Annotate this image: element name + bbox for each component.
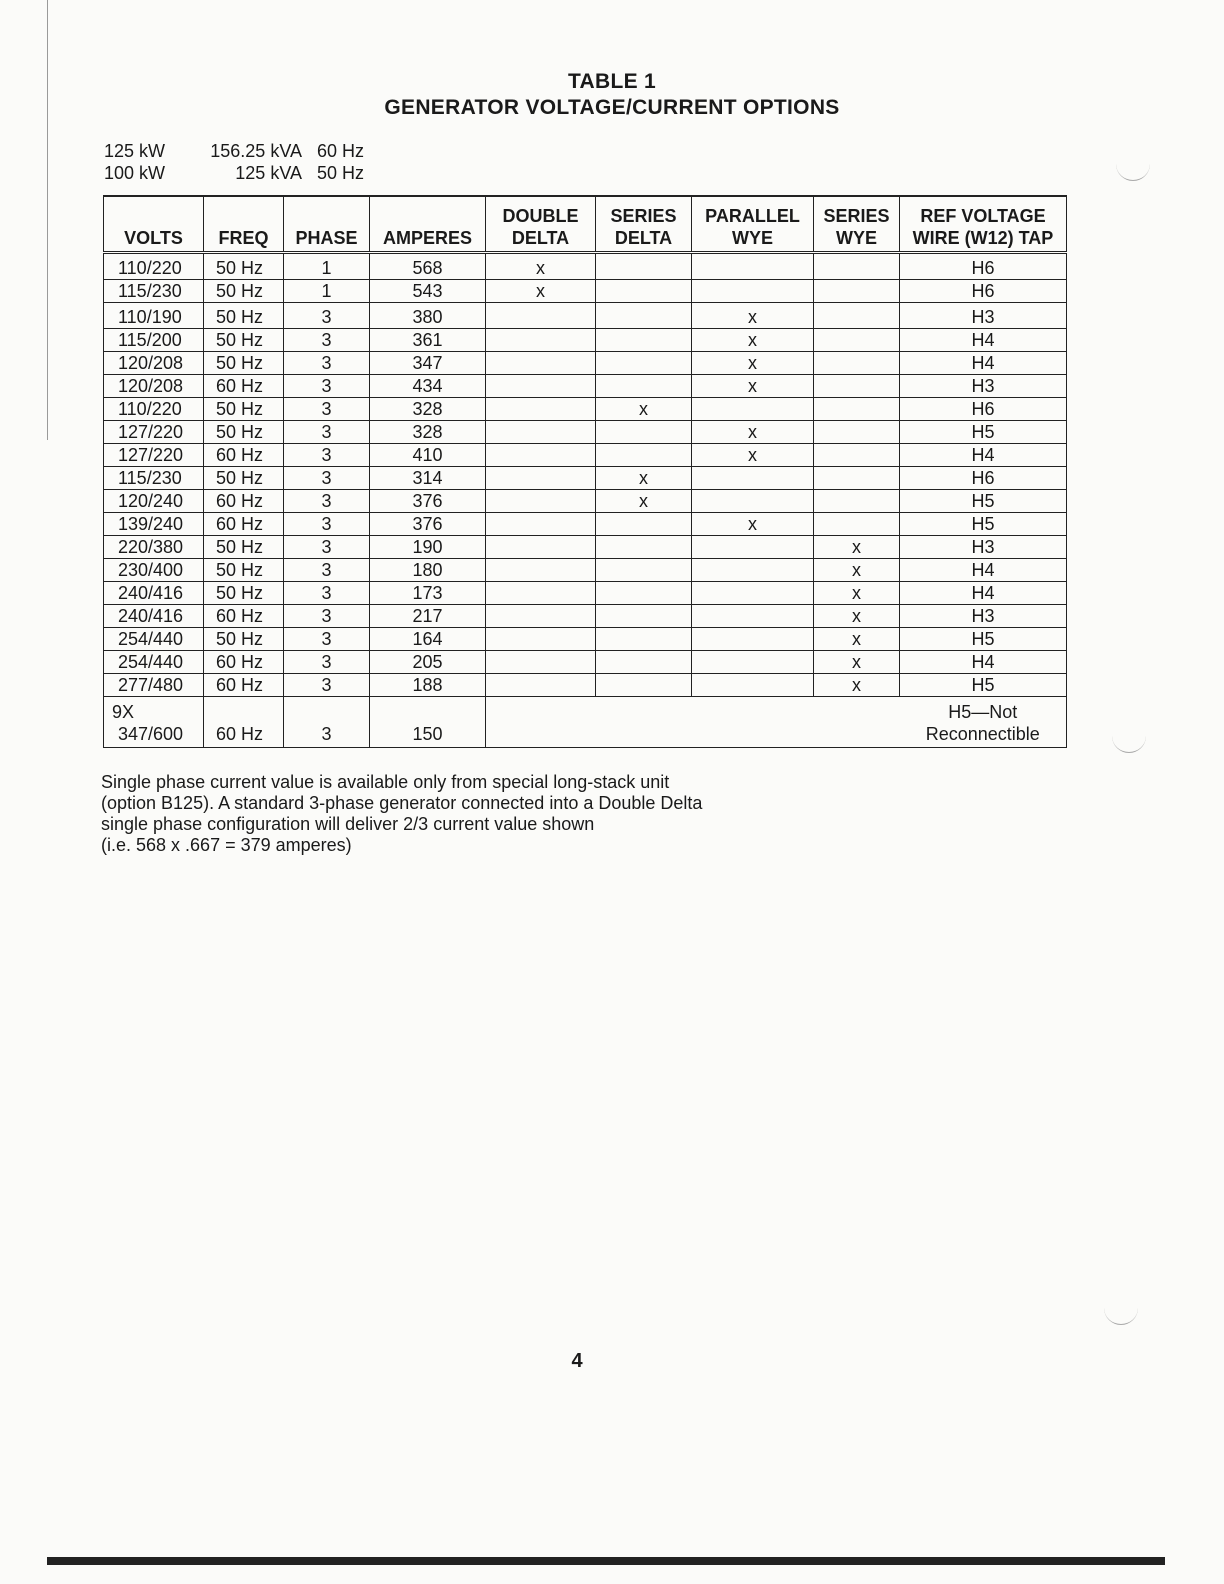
ratings-block [104,140,364,184]
cell-phase: 1 [284,280,370,303]
cell-series-wye: x [814,559,900,582]
cell-freq: 50 Hz [204,329,284,352]
cell-volts: 120/208 [104,375,204,398]
table-row [104,253,1067,280]
cell-volts: 139/240 [104,513,204,536]
cell-series-delta [596,628,692,651]
rating-kw: 100 kW [104,163,166,183]
cell-amperes: 568 [370,253,486,280]
cell-phase: 3 [284,375,370,398]
footnote-line: single phase configuration will deliver 2/3 current value shown [101,814,595,834]
cell-parallel-wye: x [692,444,814,467]
cell-double-delta [486,536,596,559]
cell-phase: 3 [284,467,370,490]
punch-hole-mark [1104,1302,1138,1325]
cell-series-delta [596,329,692,352]
cell-freq: 50 Hz [204,280,284,303]
cell-ref-tap: H3 [900,303,1067,329]
cell-ref-tap: H4 [900,582,1067,605]
cell-phase: 3 [284,651,370,674]
table-row [104,674,1067,697]
table-row [104,375,1067,398]
footnote [101,772,702,856]
page-number: 4 [571,1350,583,1372]
cell-parallel-wye [692,559,814,582]
cell-series-wye: x [814,582,900,605]
cell-ref-tap: H4 [900,651,1067,674]
cell-double-delta [486,651,596,674]
cell-double-delta [486,582,596,605]
cell-freq: 60 Hz [204,697,284,748]
cell-ref-tap: H5 [900,421,1067,444]
cell-parallel-wye: x [692,513,814,536]
cell-series-delta [596,375,692,398]
header-freq: FREQ [204,196,284,253]
cell-ref-tap: H5 [900,513,1067,536]
cell-series-wye [814,444,900,467]
cell-double-delta [486,559,596,582]
cell-ref-tap: H3 [900,605,1067,628]
bottom-edge-bar [47,1557,1165,1565]
cell-freq: 60 Hz [204,490,284,513]
rating-hz: 60 Hz [317,141,365,161]
cell-ref-tap: H4 [900,329,1067,352]
cell-double-delta [486,628,596,651]
cell-series-wye [814,280,900,303]
table-row [104,513,1067,536]
cell-series-wye [814,375,900,398]
cell-connection-empty [486,697,900,748]
cell-parallel-wye [692,536,814,559]
cell-series-delta [596,605,692,628]
cell-freq: 50 Hz [204,582,284,605]
cell-series-wye [814,421,900,444]
cell-ref-tap: H4 [900,559,1067,582]
cell-parallel-wye [692,467,814,490]
cell-series-wye [814,303,900,329]
cell-phase: 3 [284,421,370,444]
cell-parallel-wye: x [692,375,814,398]
cell-series-wye [814,352,900,375]
table-row [104,536,1067,559]
cell-parallel-wye [692,280,814,303]
cell-series-delta [596,253,692,280]
cell-freq: 50 Hz [204,253,284,280]
cell-volts: 254/440 [104,628,204,651]
cell-volts: 110/220 [104,253,204,280]
cell-freq: 60 Hz [204,375,284,398]
cell-freq: 50 Hz [204,352,284,375]
cell-series-wye [814,467,900,490]
cell-series-delta: x [596,490,692,513]
cell-phase: 3 [284,536,370,559]
cell-series-wye: x [814,674,900,697]
voltage-current-table [103,195,1067,748]
table-row [104,582,1067,605]
cell-phase: 3 [284,559,370,582]
table-row [104,303,1067,329]
cell-freq: 50 Hz [204,421,284,444]
cell-double-delta [486,398,596,421]
cell-phase: 3 [284,697,370,748]
cell-series-delta [596,651,692,674]
table-row [104,398,1067,421]
cell-series-wye [814,253,900,280]
table-row [104,444,1067,467]
cell-parallel-wye: x [692,421,814,444]
cell-volts: 254/440 [104,651,204,674]
cell-parallel-wye [692,628,814,651]
cell-ref-tap: H5 [900,674,1067,697]
table-row [104,352,1067,375]
cell-ref-tap: H4 [900,444,1067,467]
header-series-delta: SERIES DELTA [596,196,692,253]
cell-amperes: 150 [370,697,486,748]
table-subtitle: GENERATOR VOLTAGE/CURRENT OPTIONS [384,96,840,119]
footnote-line: (option B125). A standard 3-phase generator connected into a Double Delta [101,793,703,813]
cell-parallel-wye: x [692,352,814,375]
cell-volts: 240/416 [104,582,204,605]
cell-ref-tap: H6 [900,467,1067,490]
cell-series-delta [596,536,692,559]
punch-hole-mark [1116,158,1150,181]
cell-amperes: 164 [370,628,486,651]
header-volts: VOLTS [104,196,204,253]
cell-amperes: 543 [370,280,486,303]
footnote-line: Single phase current value is available only from special long-stack unit [101,772,670,792]
rating-kva: 156.25 kVA [210,141,302,161]
cell-parallel-wye [692,490,814,513]
header-amperes: AMPERES [370,196,486,253]
three-phase-group [104,303,1067,697]
rating-kw: 125 kW [104,141,166,161]
cell-ref-tap: H6 [900,253,1067,280]
cell-double-delta [486,375,596,398]
cell-double-delta [486,513,596,536]
cell-series-delta: x [596,398,692,421]
header-phase: PHASE [284,196,370,253]
special-group [104,697,1067,748]
cell-amperes: 173 [370,582,486,605]
cell-amperes: 328 [370,398,486,421]
cell-freq: 50 Hz [204,303,284,329]
cell-series-delta [596,582,692,605]
cell-series-delta [596,513,692,536]
rating-kva: 125 kVA [235,163,302,183]
cell-phase: 3 [284,628,370,651]
cell-parallel-wye [692,398,814,421]
header-series-wye: SERIES WYE [814,196,900,253]
table-row [104,329,1067,352]
cell-double-delta [486,605,596,628]
cell-volts: 127/220 [104,421,204,444]
cell-ref-tap: H6 [900,280,1067,303]
cell-freq: 60 Hz [204,651,284,674]
cell-volts: 230/400 [104,559,204,582]
cell-amperes: 180 [370,559,486,582]
cell-freq: 60 Hz [204,674,284,697]
cell-ref-tap: H4 [900,352,1067,375]
header-parallel-wye: PARALLEL WYE [692,196,814,253]
cell-amperes: 434 [370,375,486,398]
cell-double-delta: x [486,280,596,303]
cell-volts: 240/416 [104,605,204,628]
cell-series-wye [814,398,900,421]
cell-series-wye [814,513,900,536]
cell-volts: 120/208 [104,352,204,375]
table-title: TABLE 1 [567,70,657,93]
cell-series-wye: x [814,536,900,559]
table-row-special [104,697,1067,748]
cell-volts: 115/230 [104,280,204,303]
cell-phase: 3 [284,398,370,421]
cell-double-delta [486,674,596,697]
single-phase-group [104,253,1067,303]
cell-series-wye: x [814,651,900,674]
cell-volts: 120/240 [104,490,204,513]
cell-amperes: 328 [370,421,486,444]
cell-volts: 115/200 [104,329,204,352]
cell-parallel-wye: x [692,329,814,352]
cell-ref-tap: H6 [900,398,1067,421]
cell-amperes: 376 [370,513,486,536]
cell-parallel-wye [692,605,814,628]
cell-ref-tap: H5 [900,628,1067,651]
cell-series-delta [596,352,692,375]
cell-amperes: 205 [370,651,486,674]
cell-freq: 60 Hz [204,605,284,628]
cell-amperes: 190 [370,536,486,559]
table-row [104,467,1067,490]
cell-volts: 110/220 [104,398,204,421]
cell-series-wye: x [814,605,900,628]
cell-parallel-wye [692,674,814,697]
table-row [104,280,1067,303]
cell-phase: 3 [284,674,370,697]
cell-ref-tap: H3 [900,375,1067,398]
left-margin-rule [47,0,48,440]
cell-freq: 60 Hz [204,444,284,467]
cell-volts: 110/190 [104,303,204,329]
cell-series-delta [596,559,692,582]
table-row [104,559,1067,582]
punch-hole-mark [1112,730,1146,753]
cell-double-delta [486,444,596,467]
cell-volts: 9X 347/600 [104,697,204,748]
cell-double-delta [486,490,596,513]
cell-phase: 1 [284,253,370,280]
cell-phase: 3 [284,329,370,352]
cell-series-delta [596,280,692,303]
footnote-line: (i.e. 568 x .667 = 379 amperes) [101,835,352,855]
cell-volts: 115/230 [104,467,204,490]
cell-phase: 3 [284,444,370,467]
cell-parallel-wye: x [692,303,814,329]
cell-ref-tap: H5 [900,490,1067,513]
table-row [104,490,1067,513]
header-ref-voltage-tap: REF VOLTAGE WIRE (W12) TAP [900,196,1067,253]
cell-phase: 3 [284,490,370,513]
cell-double-delta [486,421,596,444]
cell-amperes: 188 [370,674,486,697]
cell-amperes: 361 [370,329,486,352]
rating-hz: 50 Hz [317,163,365,183]
table-row [104,651,1067,674]
cell-phase: 3 [284,303,370,329]
cell-double-delta [486,303,596,329]
header-double-delta: DOUBLE DELTA [486,196,596,253]
cell-volts: 127/220 [104,444,204,467]
cell-volts: 220/380 [104,536,204,559]
cell-amperes: 217 [370,605,486,628]
table-row [104,628,1067,651]
cell-amperes: 376 [370,490,486,513]
cell-series-delta [596,674,692,697]
cell-freq: 50 Hz [204,398,284,421]
cell-double-delta [486,352,596,375]
cell-series-delta [596,421,692,444]
cell-series-delta [596,444,692,467]
rating-row [104,162,364,184]
cell-freq: 60 Hz [204,513,284,536]
cell-volts: 277/480 [104,674,204,697]
cell-phase: 3 [284,582,370,605]
cell-double-delta [486,467,596,490]
cell-parallel-wye [692,582,814,605]
cell-series-wye: x [814,628,900,651]
cell-double-delta: x [486,253,596,280]
cell-amperes: 347 [370,352,486,375]
cell-phase: 3 [284,605,370,628]
cell-amperes: 314 [370,467,486,490]
cell-series-wye [814,329,900,352]
cell-freq: 50 Hz [204,467,284,490]
cell-series-delta [596,303,692,329]
cell-phase: 3 [284,513,370,536]
cell-double-delta [486,329,596,352]
cell-amperes: 410 [370,444,486,467]
cell-freq: 50 Hz [204,536,284,559]
cell-phase: 3 [284,352,370,375]
cell-series-wye [814,490,900,513]
cell-parallel-wye [692,253,814,280]
cell-ref-tap: H3 [900,536,1067,559]
rating-row [104,140,364,162]
cell-series-delta: x [596,467,692,490]
cell-freq: 50 Hz [204,559,284,582]
table-row [104,421,1067,444]
cell-ref-tap: H5—Not Reconnectible [900,697,1067,748]
table-row [104,605,1067,628]
cell-amperes: 380 [370,303,486,329]
header-row [104,196,1067,253]
cell-parallel-wye [692,651,814,674]
cell-freq: 50 Hz [204,628,284,651]
